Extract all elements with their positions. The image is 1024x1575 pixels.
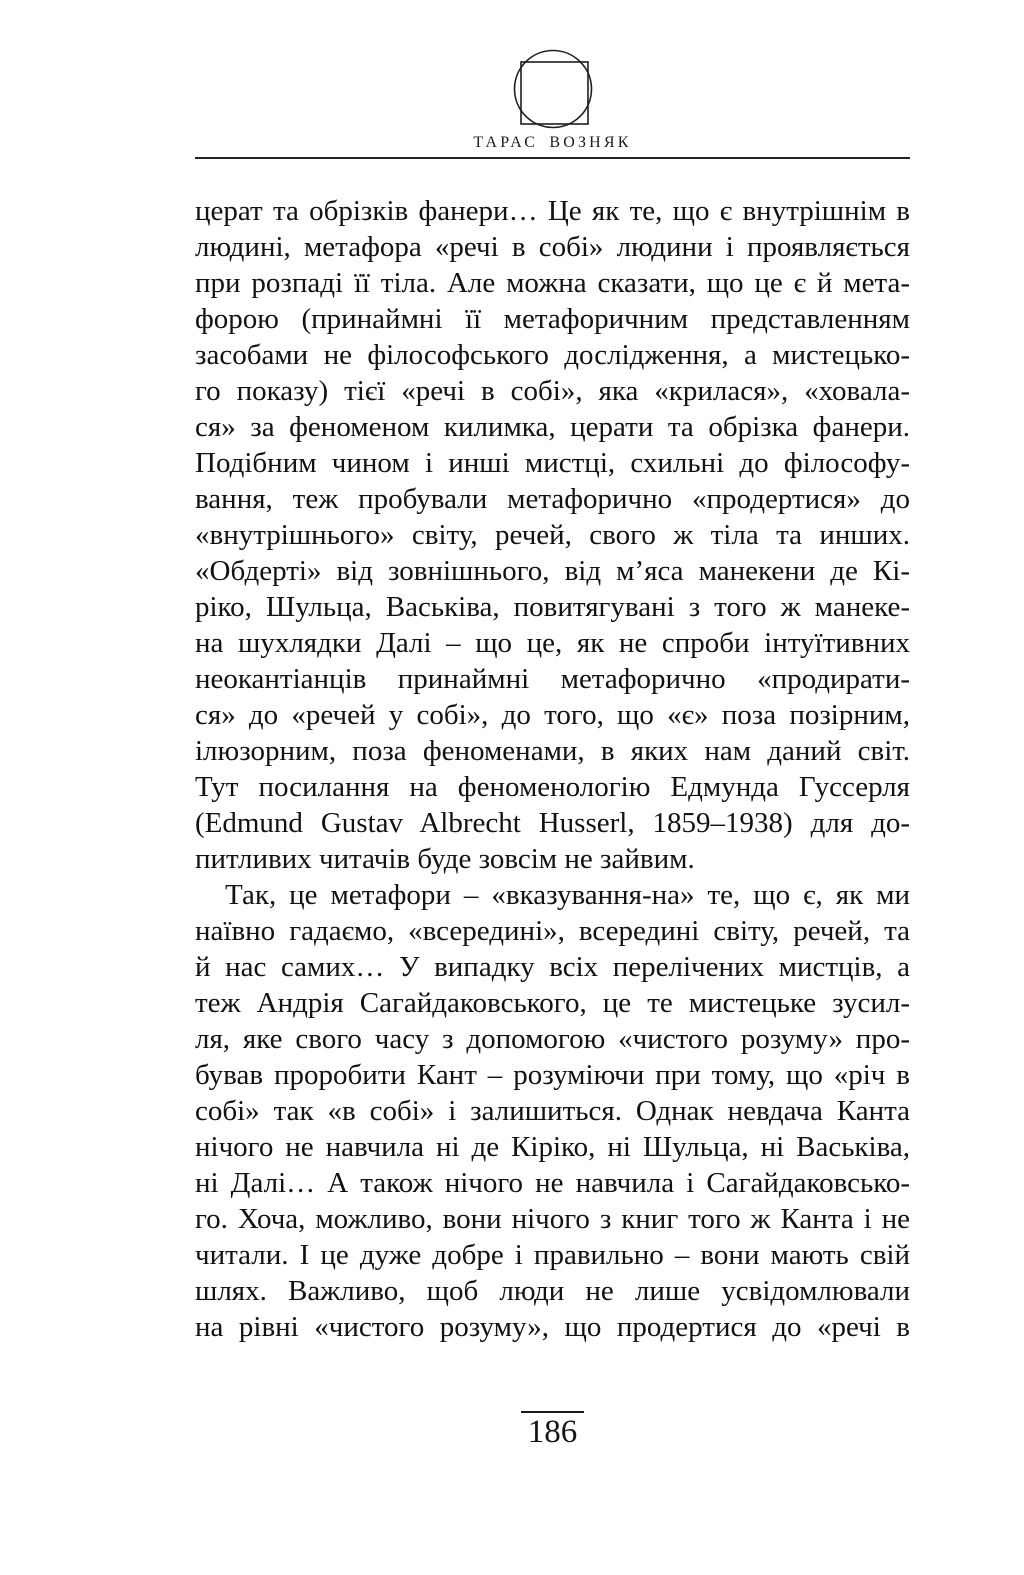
text-line: собі» так «в собі» і залишиться. Однак невдача Канта	[195, 1095, 910, 1127]
text-line: засобами не філософського дослідження, а мистецько-	[195, 339, 910, 371]
text-line: ріко, Шульца, Васьківа, повитягувані з того ж манеке-	[195, 591, 910, 623]
text-line: теж Андрія Сагайдаковського, це те мистецьке зусил-	[195, 987, 910, 1019]
text-line: Подібним чином і инші мистці, схильні до філософу-	[195, 447, 910, 479]
text-line: читали. І це дуже добре і правильно – вони мають свій	[195, 1239, 910, 1271]
text-line: «внутрішнього» світу, речей, свого ж тіла та инших.	[195, 519, 910, 551]
text-line: ся» до «речей у собі», до того, що «є» поза позірним,	[195, 699, 910, 731]
text-line: шлях. Важливо, щоб люди не лише усвідомлювали	[195, 1275, 910, 1307]
text-line: ся» за феноменом килимка, церати та обрізка фанери.	[195, 411, 910, 443]
text-line: Тут посилання на феноменологію Едмунда Гуссерля	[195, 771, 910, 803]
text-line: ні Далі… А також нічого не навчила і Сагайдаковсько-	[195, 1167, 910, 1199]
text-line: й нас самих… У випадку всіх перелічених мистців, а	[195, 951, 910, 983]
page-footer	[195, 1411, 910, 1449]
body-text	[195, 193, 910, 1345]
text-line: неокантіанців принаймні метафорично «продирати-	[195, 663, 910, 695]
text-line: нічого не навчила ні де Кіріко, ні Шульца, ні Васьківа,	[195, 1131, 910, 1163]
paragraph	[195, 877, 910, 1345]
text-line: го показу) тієї «речі в собі», яка «крилася», «ховала-	[195, 375, 910, 407]
text-line: на шухлядки Далі – що це, як не спроби інтуїтивних	[195, 627, 910, 659]
running-head-author: ТАРАС ВОЗНЯК	[473, 134, 632, 151]
circle-square-logo-icon	[493, 46, 613, 140]
page-number: 186	[521, 1411, 585, 1449]
text-line: го. Хоча, можливо, вони нічого з книг того ж Канта і не	[195, 1203, 910, 1235]
text-line: на рівні «чистого розуму», що продертися до «речі в	[195, 1311, 910, 1343]
header-rule	[195, 157, 910, 159]
publisher-logo	[195, 46, 910, 145]
paragraph	[195, 193, 910, 877]
text-line: наївно гадаємо, «всередині», всередині світу, речей, та	[195, 915, 910, 947]
text-line: ілюзорним, поза феноменами, в яких нам даний світ.	[195, 735, 910, 767]
text-line: вання, теж пробували метафорично «продертися» до	[195, 483, 910, 515]
text-line: при розпаді її тіла. Але можна сказати, що це є й мета-	[195, 267, 910, 299]
text-line: «Обдерті» від зовнішнього, від м’яса манекени де Кі-	[195, 555, 910, 587]
text-line: людині, метафора «речі в собі» людини і проявляється	[195, 231, 910, 263]
text-line: ля, яке свого часу з допомогою «чистого розуму» про-	[195, 1023, 910, 1055]
text-line: форою (принаймні її метафоричним представленням	[195, 303, 910, 335]
text-line: питливих читачів буде зовсім не зайвим.	[195, 843, 695, 875]
text-line: (Edmund Gustav Albrecht Husserl, 1859–1938) для до-	[195, 807, 910, 839]
text-line: церат та обрізків фанери… Це як те, що є внутрішнім в	[195, 195, 910, 227]
text-line: Так, це метафори – «вказування-на» те, що є, як ми	[225, 879, 910, 911]
text-line: бував проробити Кант – розуміючи при тому, що «річ в	[195, 1059, 910, 1091]
